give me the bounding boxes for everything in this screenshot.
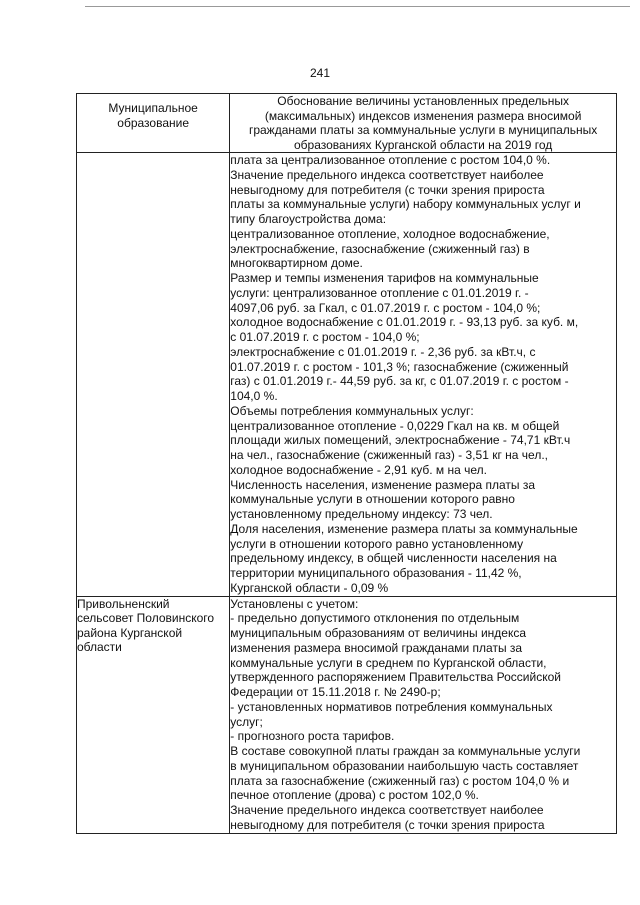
text-line: предельному индексу, в общей численности населения на	[230, 551, 557, 566]
text-line: установленному предельному индексу: 73 чел.	[230, 507, 493, 521]
justification-cell	[230, 153, 617, 597]
page-number: 241	[309, 66, 331, 80]
text-line: плата за газоснабжение (сжиженный газ) с ростом 104,0 % и	[230, 773, 570, 788]
header-line: (максимальных) индексов изменения размера вносимой	[264, 108, 582, 123]
text-line: услуг;	[230, 714, 263, 729]
text-line: невыгодному для потребителя (с точки зрения прироста	[230, 817, 545, 832]
text-line: Размер и темпы изменения тарифов на коммунальные	[230, 271, 539, 285]
text-line: услуги: централизованное отопление с 01.01.2019 г. -	[230, 285, 529, 300]
text-line: территории муниципального образования - 11,42 %,	[230, 566, 522, 580]
header-line: Обоснование величины установленных предельных	[277, 94, 570, 108]
text-line: района Курганской	[77, 625, 183, 640]
scan-top-edge	[85, 6, 630, 7]
text-line: 01.07.2019 г. с ростом - 101,3 %; газоснабжение (сжиженный	[230, 359, 569, 374]
text-line: коммунальные услуги в среднем по Курганской области,	[230, 655, 547, 670]
table-header-row	[77, 94, 617, 153]
text-line: муниципальным образованиям от величины индекса	[230, 626, 527, 640]
text-line: типу благоустройства дома:	[230, 212, 387, 226]
justification-table	[76, 93, 617, 834]
text-line: в муниципальном образовании наибольшую часть составляет	[230, 758, 579, 773]
text-line: 104,0 %.	[230, 389, 278, 403]
text-line: печное отопление (дрова) с ростом 102,0 %.	[230, 788, 479, 803]
text-line: сельсовет Половинского	[77, 611, 215, 625]
text-line: Численность населения, изменение размера платы за	[230, 477, 536, 492]
text-line: многоквартирном доме.	[230, 256, 363, 271]
municipality-cell	[77, 153, 230, 597]
text-line: на чел., газоснабжение (сжиженный газ) - 3,51 кг на чел.,	[230, 448, 548, 462]
header-justification	[230, 94, 617, 153]
text-line: централизованное отопление - 0,0229 Гкал на кв. м общей	[230, 418, 560, 433]
header-line: Муниципальное	[108, 101, 198, 115]
header-line: гражданами платы за коммунальные услуги в муниципальных	[248, 123, 598, 137]
text-line: плата за централизованное отопление с ростом 104,0 %.	[230, 153, 551, 167]
text-line: Объемы потребления коммунальных услуг:	[230, 403, 474, 418]
text-line: - установленных нормативов потребления коммунальных	[230, 699, 553, 714]
header-municipality	[77, 94, 230, 153]
text-line: Федерации от 15.11.2018 г. № 2490-р;	[230, 685, 441, 699]
municipality-cell	[77, 596, 230, 833]
header-line: образование	[117, 115, 189, 130]
text-line: невыгодному для потребителя (с точки зрения прироста	[230, 182, 545, 197]
text-line: услуги в отношении которого равно установленному	[230, 536, 524, 551]
text-line: централизованное отопление, холодное водоснабжение,	[230, 226, 550, 241]
text-line: электроснабжение с 01.01.2019 г. - 2,36 руб. за кВт.ч, с	[230, 344, 536, 359]
table-row	[77, 596, 617, 833]
text-line: газ) с 01.01.2019 г.- 44,59 руб. за кг, с 01.07.2019 г. с ростом -	[230, 374, 569, 389]
text-line: электроснабжение, газоснабжение (сжиженный газ) в	[230, 241, 530, 256]
header-line: образованиях Курганской области на 2019 год	[293, 137, 553, 152]
text-line: холодное водоснабжение с 01.01.2019 г. - 93,13 руб. за куб. м,	[230, 315, 579, 330]
text-line: утвержденного распоряжением Правительства Российской	[230, 670, 561, 685]
text-line: - прогнозного роста тарифов.	[230, 729, 395, 744]
text-line: Установлены с учетом:	[230, 596, 359, 611]
text-line: Привольненский	[77, 596, 170, 611]
table-row	[77, 153, 617, 597]
text-line: платы за коммунальные услуги) набору коммунальных услуг и	[230, 197, 581, 212]
text-line: холодное водоснабжение - 2,91 куб. м на чел.	[230, 462, 487, 477]
text-line: Значение предельного индекса соответствует наиболее	[230, 803, 544, 817]
justification-cell	[230, 596, 617, 833]
text-line: Курганской области - 0,09 %	[230, 580, 389, 595]
text-line: площади жилых помещений, электроснабжение - 74,71 кВт.ч	[230, 433, 571, 448]
text-line: Значение предельного индекса соответствует наиболее	[230, 167, 544, 182]
text-line: В составе совокупной платы граждан за коммунальные услуги	[230, 744, 581, 758]
text-line: изменения размера вносимой гражданами платы за	[230, 640, 523, 655]
text-line: Доля населения, изменение размера платы за коммунальные	[230, 521, 578, 536]
text-line: коммунальные услуги в отношении которого равно	[230, 492, 515, 507]
text-line: с 01.07.2019 г. с ростом - 104,0 %;	[230, 330, 420, 344]
text-line: области	[77, 640, 122, 654]
text-line: 4097,06 руб. за Гкал, с 01.07.2019 г. с ростом - 104,0 %;	[230, 300, 541, 315]
text-line: - предельно допустимого отклонения по отдельным	[230, 611, 520, 626]
